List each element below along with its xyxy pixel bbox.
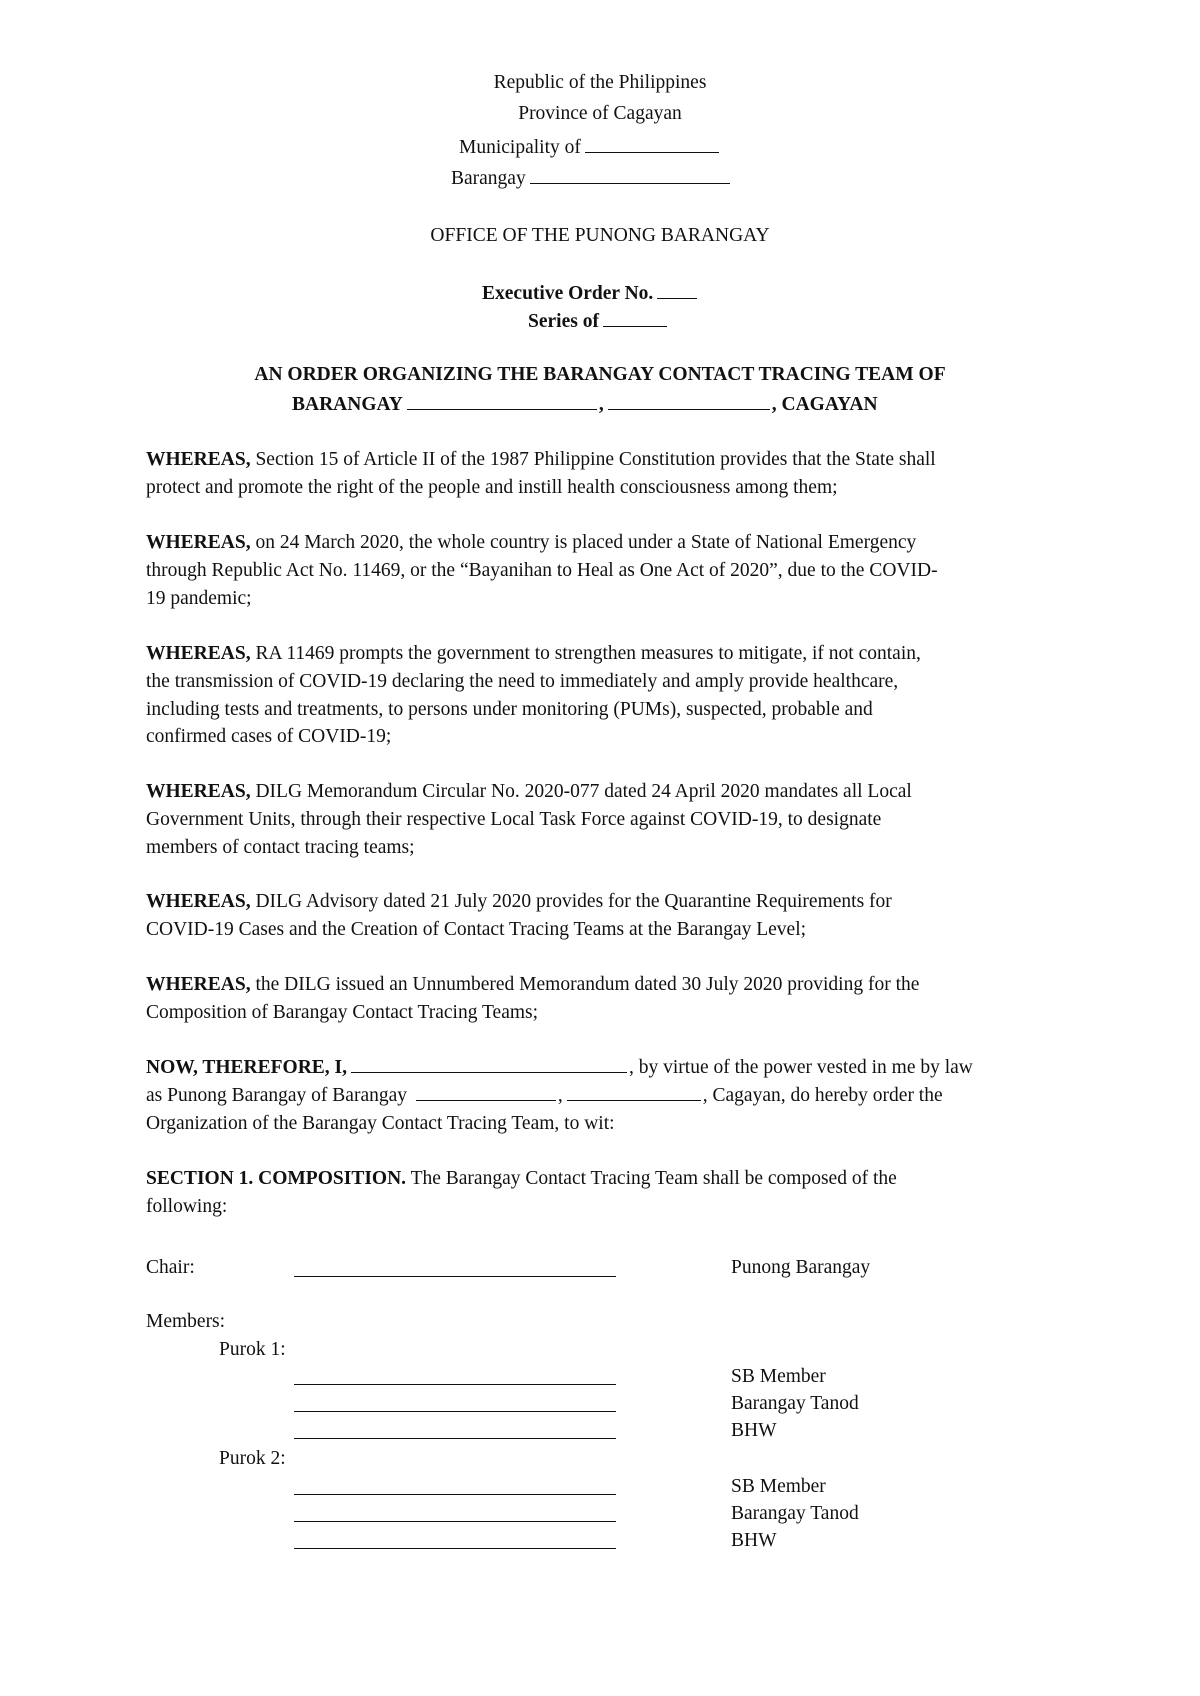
purok-1-role-bhw: BHW — [731, 1420, 777, 1441]
section-1-text: The Barangay Contact Tracing Team shall be composed of the — [410, 1168, 897, 1189]
now-therefore-lead: NOW, THEREFORE, I, — [146, 1057, 348, 1078]
purok-2-bhw-blank — [294, 1548, 616, 1549]
purok-1-label: Purok 1: — [219, 1339, 286, 1360]
series-label: Series of — [528, 311, 599, 332]
purok-1-role-tanod: Barangay Tanod — [731, 1393, 859, 1414]
header-province: Province of Cagayan — [518, 103, 682, 124]
whereas-5-line-2: COVID-19 Cases and the Creation of Contact Tracing Teams at the Barangay Level; — [146, 918, 807, 940]
whereas-6-line-2: Composition of Barangay Contact Tracing Teams; — [146, 1001, 539, 1023]
chair-name-blank — [294, 1276, 616, 1277]
whereas-4-line-3: members of contact tracing teams; — [146, 836, 415, 858]
purok-2-sb-member-blank — [294, 1494, 616, 1495]
whereas-5-line-1 — [146, 888, 1060, 916]
whereas-6-line-1 — [146, 971, 1060, 999]
order-title-line2: BARANGAY , , CAGAYAN — [292, 394, 878, 415]
whereas-lead: WHEREAS, — [146, 891, 251, 912]
section-1-line-2: following: — [146, 1195, 228, 1217]
title-municipality-blank — [608, 408, 770, 410]
now-therefore-text: as Punong Barangay of Barangay — [146, 1084, 408, 1106]
whereas-text: RA 11469 prompts the government to strengthen measures to mitigate, if not contain, — [255, 643, 921, 664]
purok-2-role-sb-member: SB Member — [731, 1476, 826, 1497]
executive-order-number — [482, 280, 699, 308]
whereas-clause-3 — [146, 640, 1060, 751]
purok-1-role-sb-member: SB Member — [731, 1366, 826, 1387]
whereas-text: the DILG issued an Unnumbered Memorandum dated 30 July 2020 providing for the — [255, 974, 920, 995]
whereas-lead: WHEREAS, — [146, 449, 251, 470]
order-number-blank — [657, 297, 697, 299]
whereas-clause-4 — [146, 778, 1060, 861]
whereas-3-line-1 — [146, 640, 1060, 668]
purok-2-role-bhw: BHW — [731, 1530, 777, 1551]
whereas-lead: WHEREAS, — [146, 974, 251, 995]
whereas-2-line-2: through Republic Act No. 11469, or the “Bayanihan to Heal as One Act of 2020”, due to the COVID- — [146, 559, 938, 581]
purok-1-sb-member-blank — [294, 1384, 616, 1385]
now-therefore-line-2: as Punong Barangay of Barangay , , Cagayan, do hereby order the — [146, 1084, 943, 1106]
now-therefore-text: , by virtue of the power vested in me by law — [629, 1057, 973, 1078]
chair-label: Chair: — [146, 1257, 195, 1278]
series-blank — [603, 325, 667, 327]
barangay-name-blank — [416, 1099, 556, 1101]
municipality-blank — [585, 151, 719, 153]
whereas-text: on 24 March 2020, the whole country is placed under a State of National Emergency — [255, 532, 917, 553]
order-title-line1: AN ORDER ORGANIZING THE BARANGAY CONTACT TRACING TEAM OF — [254, 364, 946, 385]
series-line — [528, 308, 669, 336]
whereas-clause-1 — [146, 446, 1060, 502]
barangay-blank — [530, 182, 730, 184]
section-1 — [146, 1165, 1060, 1221]
purok-1-bhw-blank — [294, 1438, 616, 1439]
whereas-lead: WHEREAS, — [146, 643, 251, 664]
whereas-3-line-4: confirmed cases of COVID-19; — [146, 726, 392, 748]
section-1-line-1 — [146, 1165, 1060, 1193]
chair-role: Punong Barangay — [731, 1257, 871, 1278]
whereas-4-line-1 — [146, 778, 1060, 806]
title-barangay-label: BARANGAY — [292, 394, 403, 415]
municipality-name-blank — [567, 1099, 701, 1101]
barangay-label: Barangay — [451, 168, 526, 189]
whereas-lead: WHEREAS, — [146, 781, 251, 802]
now-therefore-clause — [146, 1054, 1060, 1137]
header-republic: Republic of the Philippines — [493, 72, 707, 93]
whereas-3-line-3: including tests and treatments, to persons under monitoring (PUMs), suspected, probable and — [146, 698, 873, 720]
whereas-clause-6 — [146, 971, 1060, 1027]
whereas-lead: WHEREAS, — [146, 532, 251, 553]
whereas-clause-5 — [146, 888, 1060, 944]
executive-order-label: Executive Order No. — [482, 283, 654, 304]
purok-2-tanod-blank — [294, 1521, 616, 1522]
members-label: Members: — [146, 1311, 226, 1332]
whereas-3-line-2: the transmission of COVID-19 declaring the need to immediately and amply provide healthcare, — [146, 670, 899, 692]
purok-2-label: Purok 2: — [219, 1448, 286, 1469]
purok-2-role-tanod: Barangay Tanod — [731, 1503, 859, 1524]
header-barangay — [451, 165, 732, 193]
title-province: CAGAYAN — [781, 394, 878, 415]
whereas-2-line-1 — [146, 529, 1060, 557]
whereas-text: Section 15 of Article II of the 1987 Philippine Constitution provides that the State shall — [255, 449, 936, 470]
purok-1-tanod-blank — [294, 1411, 616, 1412]
now-therefore-line-3: Organization of the Barangay Contact Tracing Team, to wit: — [146, 1112, 615, 1134]
now-therefore-line-1 — [146, 1054, 1060, 1082]
municipality-label: Municipality of — [459, 137, 581, 158]
whereas-2-line-3: 19 pandemic; — [146, 587, 252, 609]
whereas-text: DILG Advisory dated 21 July 2020 provides for the Quarantine Requirements for — [255, 891, 892, 912]
whereas-clause-2 — [146, 529, 1060, 612]
title-barangay-blank — [407, 408, 597, 410]
punong-barangay-name-blank — [351, 1071, 627, 1073]
whereas-1-line-2: protect and promote the right of the people and instill health consciousness among them; — [146, 476, 838, 498]
office-title: OFFICE OF THE PUNONG BARANGAY — [430, 225, 770, 246]
whereas-1-line-1 — [146, 446, 1060, 474]
whereas-4-line-2: Government Units, through their respective Local Task Force against COVID-19, to designate — [146, 808, 882, 830]
whereas-text: DILG Memorandum Circular No. 2020-077 dated 24 April 2020 mandates all Local — [255, 781, 912, 802]
header-municipality — [459, 134, 721, 162]
now-therefore-text: , Cagayan, do hereby order the — [702, 1084, 943, 1106]
section-1-heading: SECTION 1. COMPOSITION. — [146, 1168, 407, 1189]
